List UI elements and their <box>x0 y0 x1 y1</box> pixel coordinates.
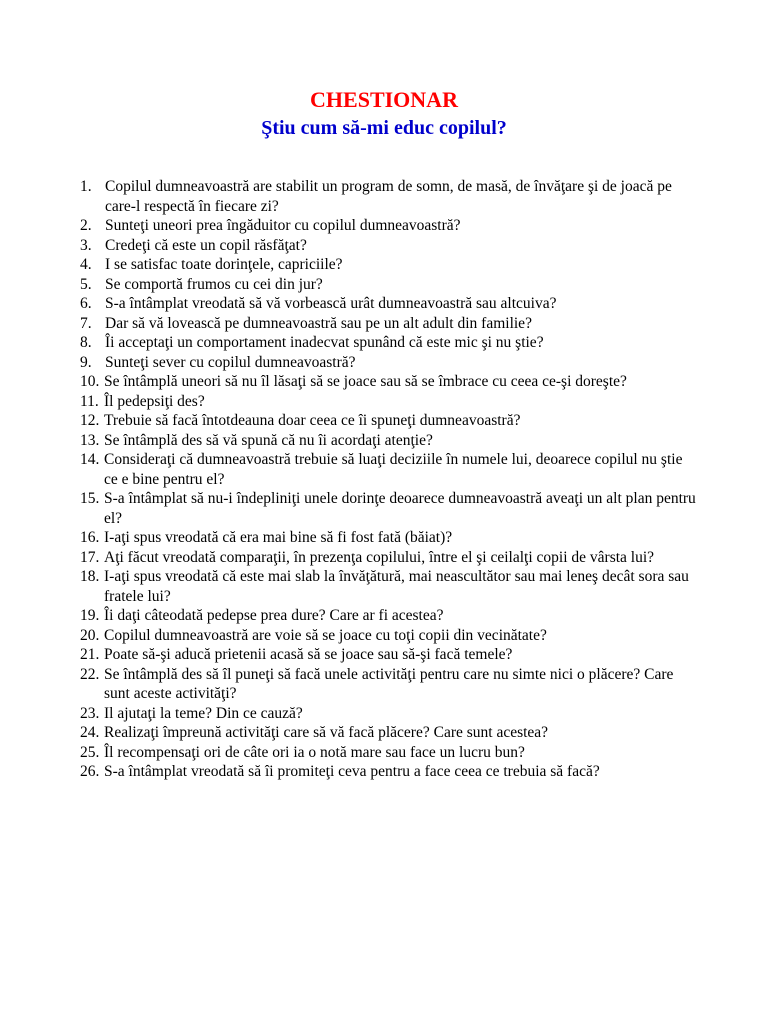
question-number: 23. <box>80 704 100 722</box>
question-text: S-a întâmplat să nu-i îndepliniţi unele dorinţe deoarece dumneavoastră aveaţi un alt plan pentru el? <box>104 490 696 527</box>
question-item <box>80 314 700 334</box>
question-item <box>80 626 700 646</box>
question-text: Îl pedepsiţi des? <box>104 392 205 410</box>
question-number: 15. <box>80 490 100 507</box>
question-text: I se satisfac toate dorinţele, capriciile? <box>105 256 343 273</box>
question-item <box>80 431 700 451</box>
question-item <box>80 762 700 782</box>
question-text: Se întâmplă des să vă spună că nu îi acordaţi atenţie? <box>104 431 433 449</box>
question-number: 22. <box>80 665 100 683</box>
question-number: 8. <box>80 334 92 351</box>
question-number: 10. <box>80 373 100 390</box>
question-number: 26. <box>80 763 100 780</box>
question-item <box>80 489 700 528</box>
question-number: 11. <box>80 392 99 410</box>
question-number: 12. <box>80 412 100 429</box>
question-number: 25. <box>80 743 100 761</box>
question-item <box>80 177 700 216</box>
question-text: Sunteţi uneori prea îngăduitor cu copilul dumneavoastră? <box>105 217 461 234</box>
questions-list <box>80 177 700 782</box>
question-item <box>80 255 700 275</box>
question-item <box>80 392 700 412</box>
question-item <box>80 333 700 353</box>
question-text: Se întâmplă uneori să nu îl lăsaţi să se joace sau să se îmbrace cu ceea ce-şi doreşte? <box>104 373 627 390</box>
question-number: 18. <box>80 568 100 585</box>
question-item <box>80 275 700 295</box>
question-number: 16. <box>80 529 100 546</box>
question-item <box>80 528 700 548</box>
question-item <box>80 294 700 314</box>
document-subtitle: Ştiu cum să-mi educ copilul? <box>261 117 507 139</box>
question-item <box>80 704 700 724</box>
document-title: CHESTIONAR <box>310 87 458 112</box>
question-number: 19. <box>80 607 100 624</box>
question-item <box>80 665 700 704</box>
question-text: S-a întâmplat vreodată să vă vorbească urât dumneavoastră sau altcuiva? <box>105 295 557 312</box>
question-item <box>80 567 700 606</box>
question-item <box>80 353 700 373</box>
question-number: 5. <box>80 275 92 293</box>
question-text: Copilul dumneavoastră are stabilit un program de somn, de masă, de învăţare şi de joacă pe care-l respectă în fiecare zi? <box>105 178 672 215</box>
question-text: Credeţi că este un copil răsfăţat? <box>105 236 307 254</box>
question-number: 21. <box>80 646 100 663</box>
question-text: Dar să vă lovească pe dumneavoastră sau pe un alt adult din familie? <box>105 314 532 332</box>
question-item <box>80 645 700 665</box>
question-text: S-a întâmplat vreodată să îi promiteţi ceva pentru a face ceea ce trebuia să facă? <box>104 763 600 780</box>
question-text: Sunteţi sever cu copilul dumneavoastră? <box>105 353 356 371</box>
question-item <box>80 548 700 568</box>
question-number: 3. <box>80 236 92 254</box>
question-number: 1. <box>80 178 92 195</box>
question-number: 20. <box>80 626 100 644</box>
question-text: Aţi făcut vreodată comparaţii, în prezenţa copilului, între el şi ceilalţi copii de vârsta lui? <box>104 548 655 566</box>
question-text: Se întâmplă des să îl puneţi să facă unele activităţi pentru care nu simte nici o plăcere? Care sunt aceste activităţi? <box>104 665 674 702</box>
question-text: Consideraţi că dumneavoastră trebuie să luaţi deciziile în numele lui, deoarece copilul nu ştie ce e bine pentru el? <box>104 451 683 488</box>
question-item <box>80 372 700 392</box>
question-text: Trebuie să facă întotdeauna doar ceea ce îi spuneţi dumneavoastră? <box>104 412 521 429</box>
question-item <box>80 606 700 626</box>
question-number: 7. <box>80 314 92 332</box>
question-item <box>80 450 700 489</box>
question-number: 2. <box>80 217 92 234</box>
question-number: 4. <box>80 256 92 273</box>
question-number: 17. <box>80 548 100 566</box>
question-text: Poate să-şi aducă prietenii acasă să se joace sau să-şi facă temele? <box>104 646 513 663</box>
question-item <box>80 216 700 236</box>
question-text: Il ajutaţi la teme? Din ce cauză? <box>104 704 303 722</box>
question-item <box>80 723 700 743</box>
question-text: I-aţi spus vreodată că era mai bine să fi fost fată (băiat)? <box>104 529 453 546</box>
question-number: 6. <box>80 295 92 312</box>
question-text: Îi acceptaţi un comportament inadecvat spunând că este mic şi nu ştie? <box>105 334 544 351</box>
question-text: Se comportă frumos cu cei din jur? <box>105 275 323 293</box>
question-text: Copilul dumneavoastră are voie să se joace cu toţi copii din vecinătate? <box>104 626 547 644</box>
question-text: Îi daţi câteodată pedepse prea dure? Care ar fi acestea? <box>104 607 444 624</box>
question-number: 13. <box>80 431 100 449</box>
question-item <box>80 743 700 763</box>
question-text: Îl recompensaţi ori de câte ori ia o notă mare sau face un lucru bun? <box>104 743 525 761</box>
question-number: 24. <box>80 724 100 741</box>
question-text: Realizaţi împreună activităţi care să vă facă plăcere? Care sunt acestea? <box>104 724 549 741</box>
question-item <box>80 236 700 256</box>
question-item <box>80 411 700 431</box>
question-number: 9. <box>80 353 92 371</box>
question-number: 14. <box>80 451 100 468</box>
question-text: I-aţi spus vreodată că este mai slab la învăţătură, mai neascultător sau mai leneş decât sora sau fratele lui? <box>104 568 689 605</box>
